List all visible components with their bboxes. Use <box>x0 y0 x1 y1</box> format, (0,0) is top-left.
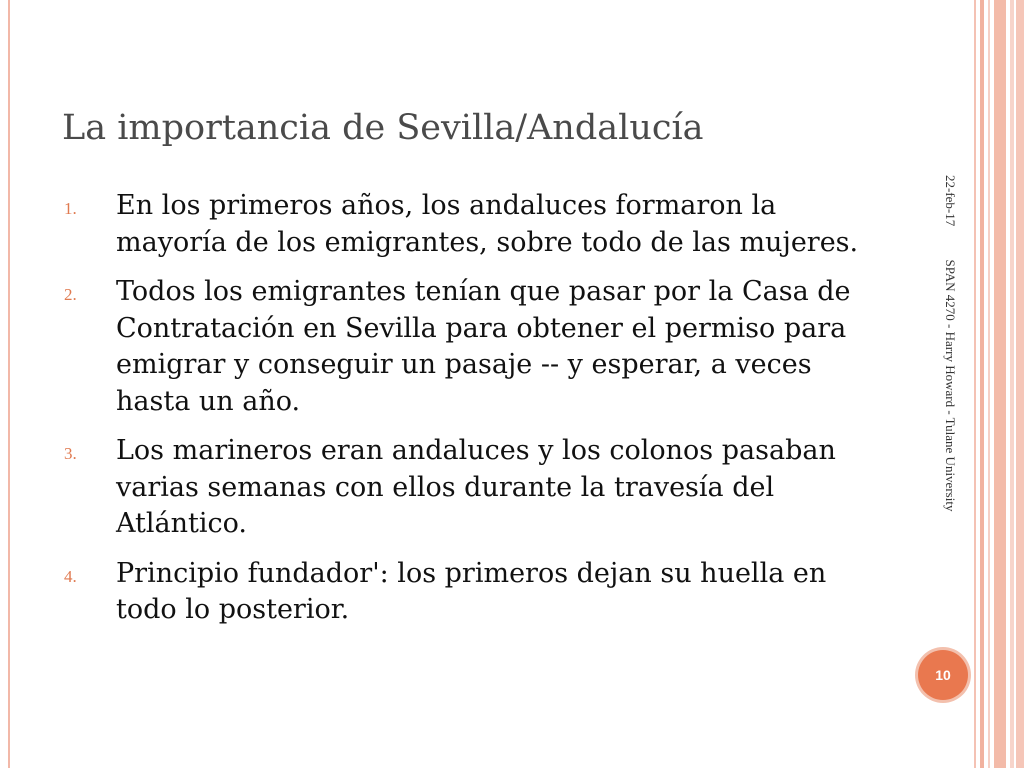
list-item <box>64 556 884 629</box>
list-item-text: Los marineros eran andaluces y los colonos pasaban varias semanas con ellos durante la travesía del Atlántico. <box>116 435 836 539</box>
list-item-number: 2. <box>64 285 77 304</box>
list-item-text: En los primeros años, los andaluces formaron la mayoría de los emigrantes, sobre todo de las mujeres. <box>116 190 859 258</box>
stripe <box>1010 0 1014 768</box>
stripe <box>980 0 984 768</box>
page-number: 10 <box>935 667 951 683</box>
stripe <box>994 0 1006 768</box>
left-decorative-rule <box>8 0 10 768</box>
list-item-number: 3. <box>64 444 77 463</box>
list-item-text: Todos los emigrantes tenían que pasar por la Casa de Contratación en Sevilla para obtener el permiso para emigrar y conseguir un pasaje -- y esperar, a veces hasta un año. <box>116 276 851 417</box>
stripe <box>974 0 976 768</box>
list-item-number: 1. <box>64 199 77 218</box>
numbered-list <box>64 188 884 642</box>
footer-date: 22-feb-17 <box>943 175 958 227</box>
list-item-number: 4. <box>64 566 77 586</box>
stripe <box>988 0 990 768</box>
list-item <box>64 433 884 543</box>
right-decorative-stripes <box>974 0 1024 768</box>
vertical-footer <box>942 175 958 511</box>
list-item <box>64 274 884 420</box>
stripe <box>1016 0 1024 768</box>
list-item <box>64 188 884 261</box>
page-number-badge <box>918 650 968 700</box>
slide-title: La importancia de Sevilla/Andalucía <box>62 108 704 148</box>
footer-course-info: SPAN 4270 - Harry Howard - Tulane University <box>943 259 958 512</box>
list-item-text: Principio fundador': los primeros dejan su huella en todo lo posterior. <box>116 557 827 625</box>
